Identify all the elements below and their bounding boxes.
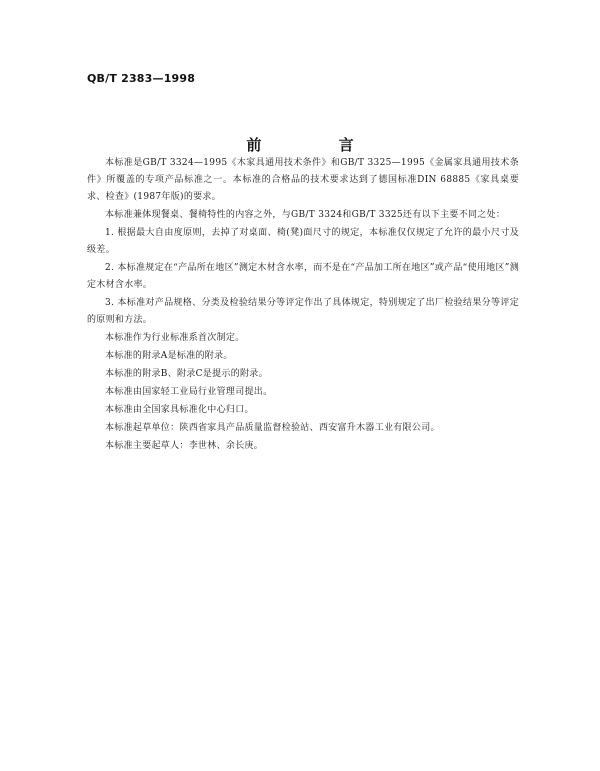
paragraph-appendix-bc: 本标准的附录B、附录C是提示的附录。	[105, 369, 268, 379]
paragraph-drafters: 本标准主要起草人：李世林、余长庚。	[105, 441, 264, 451]
paragraph-appendix-a: 本标准的附录A是标准的附录。	[105, 351, 233, 361]
paragraph-difference-1: 1. 根据最大自由度原则，去掉了对桌面、椅(凳)面尺寸的规定，本标准仅仅规定了允许的最小尺寸及级差。	[87, 228, 519, 255]
paragraph-difference-2: 2. 本标准规定在“产品所在地区”测定木材含水率，而不是在“产品加工所在地区”或产品“使用地区”测定木材含水率。	[87, 263, 519, 290]
standard-code: QB/T 2383—1998	[87, 72, 196, 85]
paragraph-drafting-units: 本标准起草单位：陕西省家具产品质量监督检验站、西安富升木器工业有限公司。	[105, 423, 440, 433]
paragraph-scope: 本标准是GB/T 3324—1995《木家具通用技术条件》和GB/T 3325—1995《金属家具通用技术条件》所覆盖的专项产品标准之一。本标准的合格品的技术要求达到了德国标准DIN 68885《家具桌要求、检查》(1987年版)的要求。	[87, 158, 519, 202]
paragraph-differences-intro: 本标准兼体现餐桌、餐椅特性的内容之外，与GB/T 3324和GB/T 3325还有以下主要不同之处：	[105, 210, 506, 220]
paragraph-first-edition: 本标准作为行业标准系首次制定。	[105, 333, 245, 343]
paragraph-proposer: 本标准由国家轻工业局行业管理司提出。	[105, 387, 273, 397]
paragraph-centralized-by: 本标准由全国家具标准化中心归口。	[105, 405, 254, 415]
page-title: 前 言	[246, 136, 390, 154]
paragraph-difference-3: 3. 本标准对产品规格、分类及检验结果分等评定作出了具体规定，特别规定了出厂检验结果分等评定的原则和方法。	[87, 298, 519, 325]
